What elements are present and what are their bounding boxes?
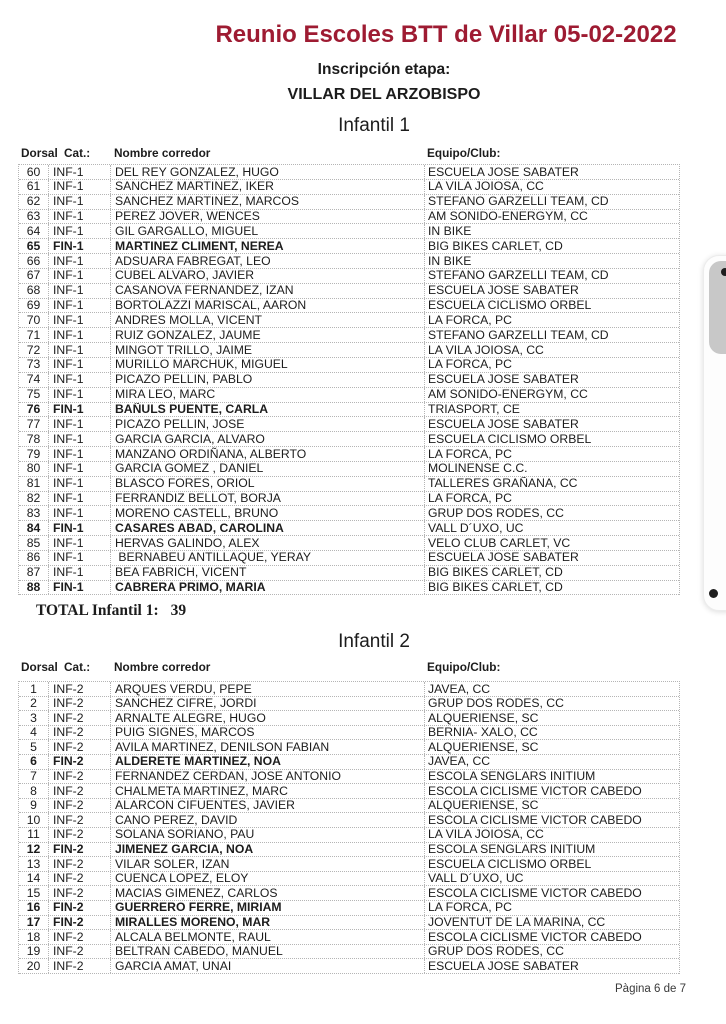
table-row (19, 682, 679, 697)
cell-equipo: ALQUERIENSE, SC (428, 740, 539, 754)
table-row (19, 916, 679, 931)
cell-equipo: ESCOLA SENGLARS INITIUM (428, 842, 596, 857)
cell-cat: INF-1 (49, 432, 111, 446)
cell-dorsal: 63 (19, 210, 49, 224)
table-row (19, 901, 679, 916)
table-row (19, 343, 679, 358)
cell-dorsal: 84 (19, 521, 49, 535)
cell-dorsal: 86 (19, 551, 49, 565)
table-row (19, 477, 679, 492)
cell-dorsal: 81 (19, 477, 49, 491)
cell-nombre: JIMENEZ GARCIA, NOA (111, 843, 425, 857)
cell-equipo: ESCOLA CICLISME VICTOR CABEDO (428, 886, 642, 900)
cell-cat: INF-2 (49, 813, 111, 827)
cell-equipo: LA VILA JOIOSA, CC (428, 343, 544, 357)
cell-dorsal: 6 (19, 755, 49, 769)
cell-cat: INF-2 (49, 857, 111, 871)
cell-equipo: VELO CLUB CARLET, VC (428, 536, 571, 550)
cell-equipo: BIG BIKES CARLET, CD (428, 565, 563, 580)
cell-equipo: ESCUELA JOSE SABATER (428, 959, 579, 973)
cell-dorsal: 10 (19, 813, 49, 827)
cell-dorsal: 67 (19, 269, 49, 283)
cell-equipo: MOLINENSE C.C. (428, 461, 528, 476)
table-row (19, 521, 679, 536)
cell-equipo: GRUP DOS RODES, CC (428, 944, 564, 959)
table-row (19, 740, 679, 755)
table-row (19, 813, 679, 828)
cell-cat: INF-1 (49, 269, 111, 283)
cell-cat: INF-2 (49, 828, 111, 842)
cell-dorsal: 60 (19, 165, 49, 179)
cell-cat: FIN-1 (49, 403, 111, 417)
cell-cat: INF-1 (49, 313, 111, 327)
cell-dorsal: 11 (19, 828, 49, 842)
cell-nombre: ARNALTE ALEGRE, HUGO (111, 711, 425, 725)
table-row (19, 799, 679, 814)
cell-nombre: CANO PEREZ, DAVID (111, 813, 425, 827)
cell-equipo: LA FORCA, PC (428, 447, 512, 461)
cell-equipo: LA FORCA, PC (428, 357, 512, 372)
cell-nombre: PICAZO PELLIN, PABLO (111, 373, 425, 387)
total-value: 39 (170, 602, 187, 619)
table-row (19, 432, 679, 447)
cell-cat: INF-1 (49, 343, 111, 357)
table-row (19, 328, 679, 343)
cell-cat: INF-2 (49, 682, 111, 696)
cell-nombre: PICAZO PELLIN, JOSE (111, 417, 425, 431)
cell-dorsal: 17 (19, 916, 49, 930)
cell-cat: INF-2 (49, 697, 111, 711)
cell-nombre: GIL GARGALLO, MIGUEL (111, 224, 425, 238)
cell-dorsal: 4 (19, 726, 49, 740)
cell-cat: INF-2 (49, 740, 111, 754)
cell-cat: INF-1 (49, 165, 111, 179)
cell-equipo: STEFANO GARZELLI TEAM, CD (428, 268, 609, 283)
cell-nombre: GARCIA AMAT, UNAI (111, 959, 425, 973)
scroll-dot-bottom-icon (709, 589, 718, 598)
cell-nombre: MARTINEZ CLIMENT, NEREA (111, 239, 425, 253)
cell-cat: INF-2 (49, 945, 111, 959)
table-row (19, 770, 679, 785)
cell-nombre: ARQUES VERDU, PEPE (111, 682, 425, 696)
table-row (19, 536, 679, 551)
table-row (19, 165, 679, 180)
cell-cat: INF-1 (49, 477, 111, 491)
cell-dorsal: 87 (19, 566, 49, 580)
table-row (19, 551, 679, 566)
cell-nombre: RUIZ GONZALEZ, JAUME (111, 328, 425, 342)
cell-dorsal: 64 (19, 224, 49, 238)
cell-cat: INF-1 (49, 195, 111, 209)
cell-dorsal: 15 (19, 886, 49, 900)
cell-nombre: FERNANDEZ CERDAN, JOSE ANTONIO (111, 770, 425, 784)
cell-dorsal: 68 (19, 284, 49, 298)
cell-equipo: LA FORCA, PC (428, 491, 512, 506)
cell-dorsal: 77 (19, 417, 49, 431)
cell-dorsal: 78 (19, 432, 49, 446)
cell-equipo: JOVENTUT DE LA MARINA, CC (428, 915, 606, 929)
table-row (19, 492, 679, 507)
page-location: VILLAR DEL ARZOBISPO (287, 86, 481, 103)
cell-nombre: CUBEL ALVARO, JAVIER (111, 269, 425, 283)
cell-nombre: BERNABEU ANTILLAQUE, YERAY (111, 551, 425, 565)
table-row (19, 373, 679, 388)
cell-nombre: ADSUARA FABREGAT, LEO (111, 254, 425, 268)
cell-nombre: ALCALA BELMONTE, RAUL (111, 930, 425, 944)
cell-nombre: SOLANA SORIANO, PAU (111, 828, 425, 842)
cell-equipo: LA VILA JOIOSA, CC (428, 827, 544, 842)
table-row (19, 945, 679, 960)
cell-nombre: AVILA MARTINEZ, DENILSON FABIAN (111, 740, 425, 754)
cell-dorsal: 14 (19, 872, 49, 886)
cell-equipo: ESCUELA CICLISMO ORBEL (428, 432, 592, 446)
cell-nombre: HERVAS GALINDO, ALEX (111, 536, 425, 550)
cell-dorsal: 76 (19, 403, 49, 417)
cell-nombre: SANCHEZ MARTINEZ, IKER (111, 180, 425, 194)
cell-dorsal: 73 (19, 358, 49, 372)
table-row (19, 784, 679, 799)
table-row (19, 872, 679, 887)
total-label: TOTAL Infantil 1: (36, 602, 159, 619)
table-row (19, 210, 679, 225)
cell-cat: FIN-2 (49, 755, 111, 769)
cell-dorsal: 65 (19, 239, 49, 253)
cell-cat: INF-2 (49, 872, 111, 886)
cell-cat: INF-1 (49, 566, 111, 580)
table-row (19, 462, 679, 477)
cell-dorsal: 71 (19, 328, 49, 342)
cell-equipo: JAVEA, CC (428, 754, 491, 769)
table-row (19, 755, 679, 770)
cell-equipo: ESCOLA CICLISME VICTOR CABEDO (428, 930, 642, 944)
infantil-1-table (18, 164, 680, 595)
cell-dorsal: 79 (19, 447, 49, 461)
cell-nombre: CABRERA PRIMO, MARIA (111, 581, 425, 595)
cell-nombre: PEREZ JOVER, WENCES (111, 210, 425, 224)
table-header-infantil-1 (0, 146, 726, 162)
cell-dorsal: 82 (19, 492, 49, 506)
cell-dorsal: 62 (19, 195, 49, 209)
cell-nombre: MIRALLES MORENO, MAR (111, 916, 425, 930)
cell-dorsal: 69 (19, 299, 49, 313)
cell-equipo: BERNIA- XALO, CC (428, 725, 538, 740)
cell-equipo: LA FORCA, PC (428, 313, 512, 327)
cell-equipo: TALLERES GRAÑANA, CC (428, 476, 578, 491)
cell-cat: INF-2 (49, 726, 111, 740)
table-row (19, 711, 679, 726)
table-row (19, 843, 679, 858)
cell-equipo: ALQUERIENSE, SC (428, 711, 539, 725)
total-infantil-1 (36, 602, 186, 620)
column-header-dorsal: Dorsal (21, 146, 58, 160)
column-header-equipo: Equipo/Club: (427, 660, 501, 674)
cell-nombre: ALARCON CIFUENTES, JAVIER (111, 799, 425, 813)
scrollbar[interactable] (703, 255, 726, 611)
cell-nombre: BAÑULS PUENTE, CARLA (111, 403, 425, 417)
table-header-infantil-2 (0, 660, 726, 676)
cell-cat: INF-1 (49, 388, 111, 402)
section-heading-infantil-2: Infantil 2 (338, 631, 410, 652)
cell-dorsal: 8 (19, 784, 49, 798)
table-row (19, 403, 679, 418)
table-row (19, 299, 679, 314)
cell-cat: INF-1 (49, 299, 111, 313)
table-row (19, 886, 679, 901)
cell-dorsal: 18 (19, 930, 49, 944)
cell-dorsal: 2 (19, 697, 49, 711)
column-header-equipo: Equipo/Club: (427, 146, 501, 160)
cell-cat: INF-2 (49, 799, 111, 813)
cell-cat: INF-1 (49, 358, 111, 372)
cell-equipo: GRUP DOS RODES, CC (428, 696, 564, 711)
cell-cat: FIN-2 (49, 843, 111, 857)
table-row (19, 417, 679, 432)
cell-nombre: MURILLO MARCHUK, MIGUEL (111, 358, 425, 372)
cell-dorsal: 70 (19, 313, 49, 327)
table-row (19, 358, 679, 373)
table-row (19, 195, 679, 210)
cell-cat: INF-2 (49, 784, 111, 798)
cell-nombre: FERRANDIZ BELLOT, BORJA (111, 492, 425, 506)
cell-equipo: ESCUELA JOSE SABATER (428, 417, 579, 431)
cell-nombre: CASANOVA FERNANDEZ, IZAN (111, 284, 425, 298)
cell-equipo: BIG BIKES CARLET, CD (428, 580, 563, 595)
cell-cat: INF-1 (49, 536, 111, 550)
cell-equipo: IN BIKE (428, 254, 472, 268)
cell-equipo: STEFANO GARZELLI TEAM, CD (428, 194, 609, 209)
cell-nombre: MIRA LEO, MARC (111, 388, 425, 402)
cell-equipo: ESCUELA JOSE SABATER (428, 165, 579, 179)
cell-cat: INF-1 (49, 506, 111, 520)
cell-nombre: BLASCO FORES, ORIOL (111, 477, 425, 491)
column-header-dorsal: Dorsal (21, 660, 58, 674)
table-row (19, 506, 679, 521)
cell-nombre: BORTOLAZZI MARISCAL, AARON (111, 299, 425, 313)
scroll-dot-top-icon (721, 268, 726, 276)
cell-dorsal: 83 (19, 506, 49, 520)
cell-nombre: BELTRAN CABEDO, MANUEL (111, 945, 425, 959)
cell-dorsal: 16 (19, 901, 49, 915)
cell-dorsal: 12 (19, 843, 49, 857)
cell-cat: INF-2 (49, 886, 111, 900)
cell-equipo: ESCUELA JOSE SABATER (428, 283, 579, 298)
cell-dorsal: 20 (19, 959, 49, 973)
table-row (19, 581, 679, 596)
cell-equipo: ESCUELA CICLISMO ORBEL (428, 857, 592, 871)
cell-dorsal: 13 (19, 857, 49, 871)
table-row (19, 828, 679, 843)
cell-nombre: GUERRERO FERRE, MIRIAM (111, 901, 425, 915)
cell-cat: FIN-1 (49, 521, 111, 535)
table-row (19, 857, 679, 872)
cell-dorsal: 74 (19, 373, 49, 387)
cell-nombre: CHALMETA MARTINEZ, MARC (111, 784, 425, 798)
cell-cat: INF-1 (49, 284, 111, 298)
cell-dorsal: 75 (19, 388, 49, 402)
cell-cat: INF-1 (49, 492, 111, 506)
cell-nombre: PUIG SIGNES, MARCOS (111, 726, 425, 740)
cell-dorsal: 5 (19, 740, 49, 754)
cell-equipo: ESCOLA CICLISME VICTOR CABEDO (428, 784, 642, 798)
cell-cat: INF-1 (49, 373, 111, 387)
cell-equipo: STEFANO GARZELLI TEAM, CD (428, 328, 609, 342)
cell-cat: INF-1 (49, 210, 111, 224)
column-header-cat: Cat.: (64, 146, 91, 160)
section-heading-infantil-1: Infantil 1 (338, 115, 410, 136)
cell-cat: INF-1 (49, 551, 111, 565)
cell-equipo: TRIASPORT, CE (428, 402, 520, 416)
cell-equipo: LA FORCA, PC (428, 900, 512, 915)
cell-cat: INF-1 (49, 417, 111, 431)
cell-dorsal: 61 (19, 180, 49, 194)
cell-cat: INF-2 (49, 711, 111, 725)
table-row (19, 697, 679, 712)
cell-nombre: CUENCA LOPEZ, ELOY (111, 872, 425, 886)
table-row (19, 930, 679, 945)
column-header-nombre: Nombre corredor (114, 146, 211, 160)
cell-dorsal: 72 (19, 343, 49, 357)
cell-equipo: ESCUELA JOSE SABATER (428, 372, 579, 387)
table-row (19, 447, 679, 462)
cell-equipo: GRUP DOS RODES, CC (428, 506, 564, 520)
table-row (19, 959, 679, 974)
table-row (19, 566, 679, 581)
page-title: Reunio Escoles BTT de Villar 05-02-2022 (215, 21, 677, 48)
cell-dorsal: 80 (19, 462, 49, 476)
cell-equipo: JAVEA, CC (428, 682, 491, 696)
cell-cat: INF-1 (49, 328, 111, 342)
cell-cat: FIN-2 (49, 901, 111, 915)
cell-equipo: ESCOLA CICLISME VICTOR CABEDO (428, 813, 642, 827)
cell-nombre: MORENO CASTELL, BRUNO (111, 506, 425, 520)
cell-cat: FIN-1 (49, 581, 111, 595)
cell-nombre: VILAR SOLER, IZAN (111, 857, 425, 871)
cell-dorsal: 9 (19, 799, 49, 813)
cell-equipo: IN BIKE (428, 224, 472, 238)
cell-dorsal: 7 (19, 770, 49, 784)
cell-equipo: LA VILA JOIOSA, CC (428, 179, 544, 194)
table-row (19, 269, 679, 284)
cell-nombre: MANZANO ORDIÑANA, ALBERTO (111, 447, 425, 461)
cell-nombre: DEL REY GONZALEZ, HUGO (111, 165, 425, 179)
cell-equipo: AM SONIDO-ENERGYM, CC (428, 209, 588, 224)
cell-cat: INF-2 (49, 770, 111, 784)
cell-equipo: ESCOLA SENGLARS INITIUM (428, 769, 596, 784)
cell-nombre: SANCHEZ CIFRE, JORDI (111, 697, 425, 711)
cell-dorsal: 66 (19, 254, 49, 268)
cell-nombre: ALDERETE MARTINEZ, NOA (111, 755, 425, 769)
table-row (19, 388, 679, 403)
cell-equipo: BIG BIKES CARLET, CD (428, 239, 563, 253)
table-row (19, 254, 679, 269)
cell-equipo: VALL D´UXO, UC (428, 871, 524, 886)
table-row (19, 224, 679, 239)
cell-cat: INF-1 (49, 254, 111, 268)
table-row (19, 313, 679, 328)
cell-dorsal: 19 (19, 945, 49, 959)
page-subtitle: Inscripción etapa: (317, 61, 451, 78)
cell-cat: INF-1 (49, 224, 111, 238)
cell-cat: INF-2 (49, 959, 111, 973)
table-row (19, 239, 679, 254)
cell-equipo: ALQUERIENSE, SC (428, 798, 539, 813)
cell-nombre: MINGOT TRILLO, JAIME (111, 343, 425, 357)
cell-cat: INF-1 (49, 447, 111, 461)
cell-equipo: ESCUELA CICLISMO ORBEL (428, 298, 592, 313)
page-number: Pàgina 6 de 7 (615, 983, 686, 995)
cell-nombre: GARCIA GARCIA, ALVARO (111, 432, 425, 446)
cell-nombre: ANDRES MOLLA, VICENT (111, 313, 425, 327)
cell-cat: FIN-2 (49, 916, 111, 930)
cell-dorsal: 85 (19, 536, 49, 550)
table-row (19, 284, 679, 299)
cell-equipo: AM SONIDO-ENERGYM, CC (428, 387, 588, 402)
cell-dorsal: 3 (19, 711, 49, 725)
cell-dorsal: 88 (19, 581, 49, 595)
cell-nombre: SANCHEZ MARTINEZ, MARCOS (111, 195, 425, 209)
cell-cat: INF-1 (49, 180, 111, 194)
table-row (19, 180, 679, 195)
infantil-2-table (18, 681, 680, 974)
cell-nombre: MACIAS GIMENEZ, CARLOS (111, 886, 425, 900)
cell-equipo: ESCUELA JOSE SABATER (428, 550, 579, 565)
cell-equipo: VALL D´UXO, UC (428, 521, 524, 535)
table-row (19, 726, 679, 741)
cell-dorsal: 1 (19, 682, 49, 696)
cell-cat: INF-2 (49, 930, 111, 944)
cell-nombre: CASARES ABAD, CAROLINA (111, 521, 425, 535)
cell-cat: INF-1 (49, 462, 111, 476)
cell-cat: FIN-1 (49, 239, 111, 253)
column-header-cat: Cat.: (64, 660, 91, 674)
column-header-nombre: Nombre corredor (114, 660, 211, 674)
cell-nombre: GARCIA GOMEZ , DANIEL (111, 462, 425, 476)
cell-nombre: BEA FABRICH, VICENT (111, 566, 425, 580)
